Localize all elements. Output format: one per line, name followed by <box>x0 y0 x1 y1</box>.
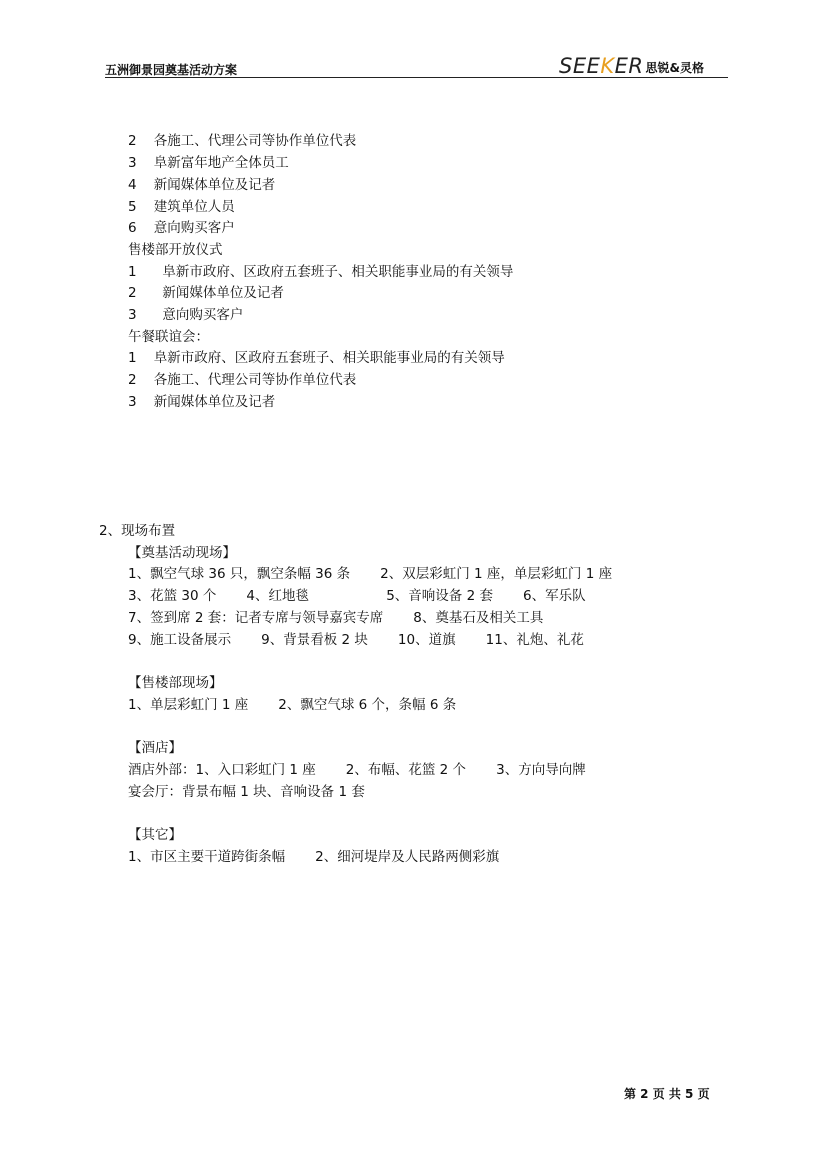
brand <box>559 54 704 76</box>
seeker-logo: SEEKER <box>559 54 644 78</box>
text-line: 【酒店】 <box>128 740 182 756</box>
text-line: 7、签到席 2 套：记者专席与领导嘉宾专席 8、奠基石及相关工具 <box>128 610 544 626</box>
text-line: 宴会厅：背景布幅 1 块、音响设备 1 套 <box>128 784 365 800</box>
text-line: 2 各施工、代理公司等协作单位代表 <box>128 133 357 149</box>
page-number: 第 2 页 共 5 页 <box>624 1087 710 1101</box>
text-line: 午餐联谊会： <box>128 329 209 345</box>
text-line: 4 新闻媒体单位及记者 <box>128 177 276 193</box>
text-line: 2 各施工、代理公司等协作单位代表 <box>128 372 357 388</box>
text-line: 3 新闻媒体单位及记者 <box>128 394 276 410</box>
text-line: 1、飘空气球 36 只，飘空条幅 36 条 2、双层彩虹门 1 座，单层彩虹门 1 座 <box>128 566 613 582</box>
text-line: 【其它】 <box>128 827 182 843</box>
page-header <box>105 55 728 78</box>
text-line: 9、施工设备展示 9、背景看板 2 块 10、道旗 11、礼炮、礼花 <box>128 632 584 648</box>
text-line: 5 建筑单位人员 <box>128 199 235 215</box>
text-line: 6 意向购买客户 <box>128 220 235 236</box>
text-line: 酒店外部：1、入口彩虹门 1 座 2、布幅、花篮 2 个 3、方向导向牌 <box>128 762 586 778</box>
document-title: 五洲御景园奠基活动方案 <box>105 63 238 77</box>
text-line: 1、市区主要干道跨街条幅 2、细河堤岸及人民路两侧彩旗 <box>128 849 500 865</box>
text-line: 3 阜新富年地产全体员工 <box>128 155 289 171</box>
text-line: 售楼部开放仪式 <box>128 242 223 258</box>
text-line: 1、单层彩虹门 1 座 2、飘空气球 6 个，条幅 6 条 <box>128 697 457 713</box>
text-line: 【售楼部现场】 <box>128 675 223 691</box>
brand-name: 思锐&灵格 <box>645 61 704 75</box>
text-line: 3、花篮 30 个 4、红地毯 5、音响设备 2 套 6、军乐队 <box>128 588 586 604</box>
text-line: 2、现场布置 <box>99 523 176 539</box>
text-line: 3 意向购买客户 <box>128 307 244 323</box>
text-line: 1 阜新市政府、区政府五套班子、相关职能事业局的有关领导 <box>128 264 514 280</box>
text-line: 【奠基活动现场】 <box>128 545 236 561</box>
text-line: 2 新闻媒体单位及记者 <box>128 285 284 301</box>
text-line: 1 阜新市政府、区政府五套班子、相关职能事业局的有关领导 <box>128 350 505 366</box>
